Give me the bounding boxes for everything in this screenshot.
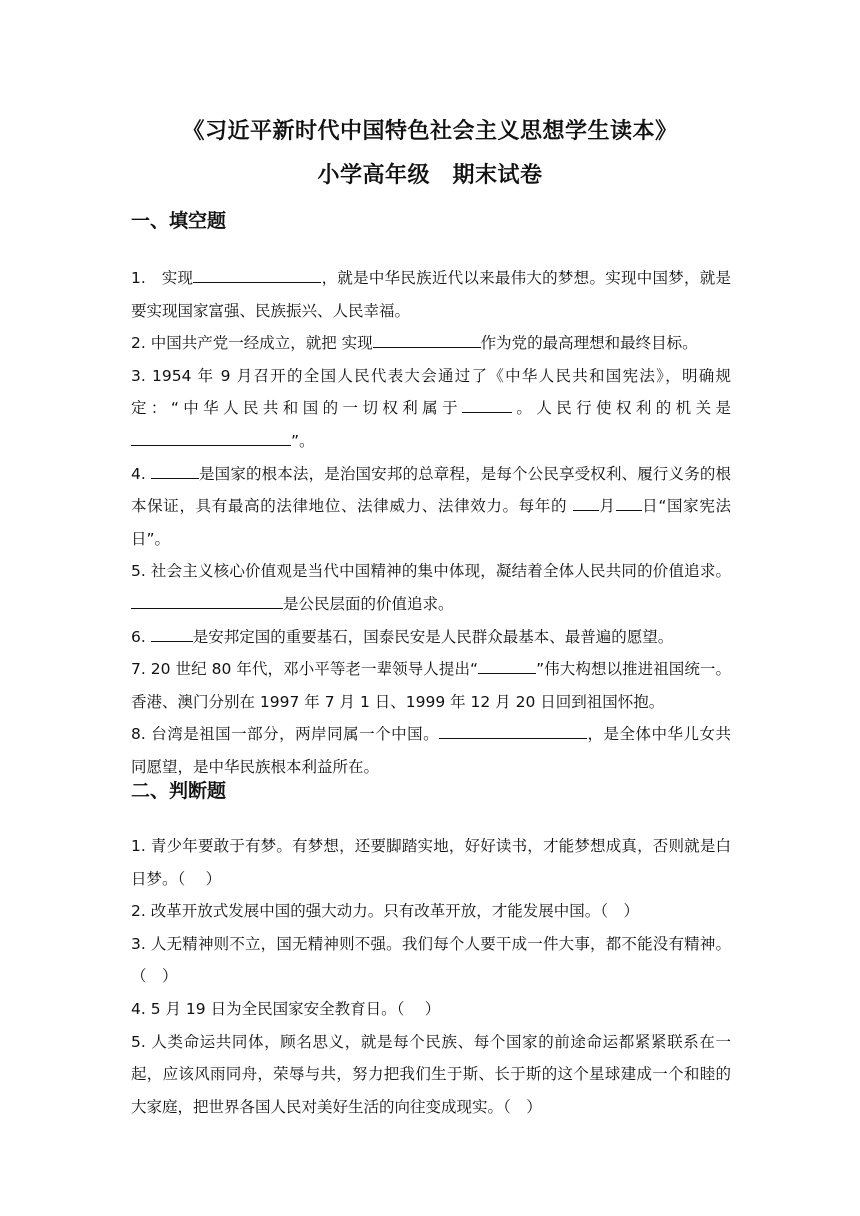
answer-blank	[573, 492, 599, 511]
exam-subtitle: 小学高年级 期末试卷	[317, 163, 543, 188]
question-text: 5. 社会主义核心价值观是当代中国精神的集中体现，凝结着全体人民共同的价值追求。	[131, 562, 731, 581]
question-3	[131, 360, 731, 458]
answer-blank	[373, 329, 481, 348]
question-text: 是安邦定国的重要基石，国泰民安是人民群众最基本、最普遍的愿望。	[192, 627, 674, 646]
answer-blank	[616, 492, 642, 511]
true-false-questions	[131, 830, 731, 1123]
answer-blank	[131, 427, 291, 446]
answer-blank	[462, 394, 512, 413]
question-text: 。人民行使权利的机关是	[512, 399, 732, 418]
question-text: 是国家的根本法，是治国安邦的总章程，是每个公民享受权利、履行义务的根本保证，具有最高的法律地位、法律威力、法律效力。每年的	[131, 464, 731, 516]
question-text: ”伟大构想以推进祖国统一。香港、澳门分别在 1997 年 7 月 1 日、1999 年 12 月 20 日回到祖国怀抱。	[131, 660, 731, 711]
question-text: 8. 台湾是祖国一部分，两岸同属一个中国。	[131, 725, 440, 744]
question-5	[131, 555, 731, 620]
question-text: 3. 1954 年 9 月召开的全国人民代表大会通过了《中华人民共和国宪法》，明确规定：“中华人民共和国的一切权利属于	[131, 366, 731, 418]
answer-blank	[478, 655, 536, 674]
question-text: 月	[598, 497, 616, 516]
question-text: ，是全体中华儿女共同愿望，是中华民族根本利益所在。	[131, 725, 731, 776]
question-1	[131, 262, 731, 327]
question-2	[131, 327, 731, 360]
question-7	[131, 653, 731, 718]
fill-in-questions	[131, 262, 731, 784]
tf-question-2: 2. 改革开放式发展中国的强大动力。只有改革开放，才能发展中国。（ ）	[131, 902, 639, 921]
question-text: 1. 实现	[131, 269, 194, 287]
question-text: 4.	[131, 464, 151, 483]
tf-question-1: 1. 青少年要敢于有梦。有梦想，还要脚踏实地，好好读书，才能梦想成真，否则就是白日梦。（ ）	[131, 837, 731, 888]
tf-question-4: 4. 5 月 19 日为全民国家安全教育日。（ ）	[131, 999, 441, 1018]
question-6	[131, 621, 731, 654]
question-text: 7. 20 世纪 80 年代，邓小平等老一辈领导人提出“	[131, 660, 479, 679]
answer-blank	[439, 720, 587, 739]
question-4	[131, 458, 731, 556]
question-text: ，就是中华民族近代以来最伟大的梦想。实现中国梦，就是要实现国家富强、民族振兴、人民幸福。	[131, 269, 731, 320]
question-text: 日“国家宪法日”。	[131, 497, 731, 548]
answer-blank	[131, 590, 283, 609]
section-true-false-heading: 二、判断题	[131, 780, 227, 802]
question-8	[131, 718, 731, 783]
answer-blank	[193, 264, 321, 283]
answer-blank	[151, 460, 199, 479]
question-text: 作为党的最高理想和最终目标。	[480, 334, 698, 353]
answer-blank	[151, 623, 193, 642]
tf-question-5: 5. 人类命运共同体，顾名思义，就是每个民族、每个国家的前途命运都紧紧联系在一起，应该风雨同舟，荣辱与共，努力把我们生于斯、长于斯的这个星球建成一个和睦的大家庭，把世界各国人民对美好生活的向往变成现实。（ ）	[131, 1032, 731, 1116]
question-text: 是公民层面的价值追求。	[283, 594, 454, 613]
question-text: ”。	[291, 431, 315, 450]
tf-question-3: 3. 人无精神则不立，国无精神则不强。我们每个人要干成一件大事，都不能没有精神。（ ）	[131, 934, 731, 986]
section-fill-in-heading: 一、填空题	[131, 210, 227, 232]
question-text: 6.	[131, 627, 151, 646]
exam-title: 《习近平新时代中国特色社会主义思想学生读本》	[182, 119, 678, 144]
question-text: 2. 中国共产党一经成立，就把 实现	[131, 334, 373, 353]
